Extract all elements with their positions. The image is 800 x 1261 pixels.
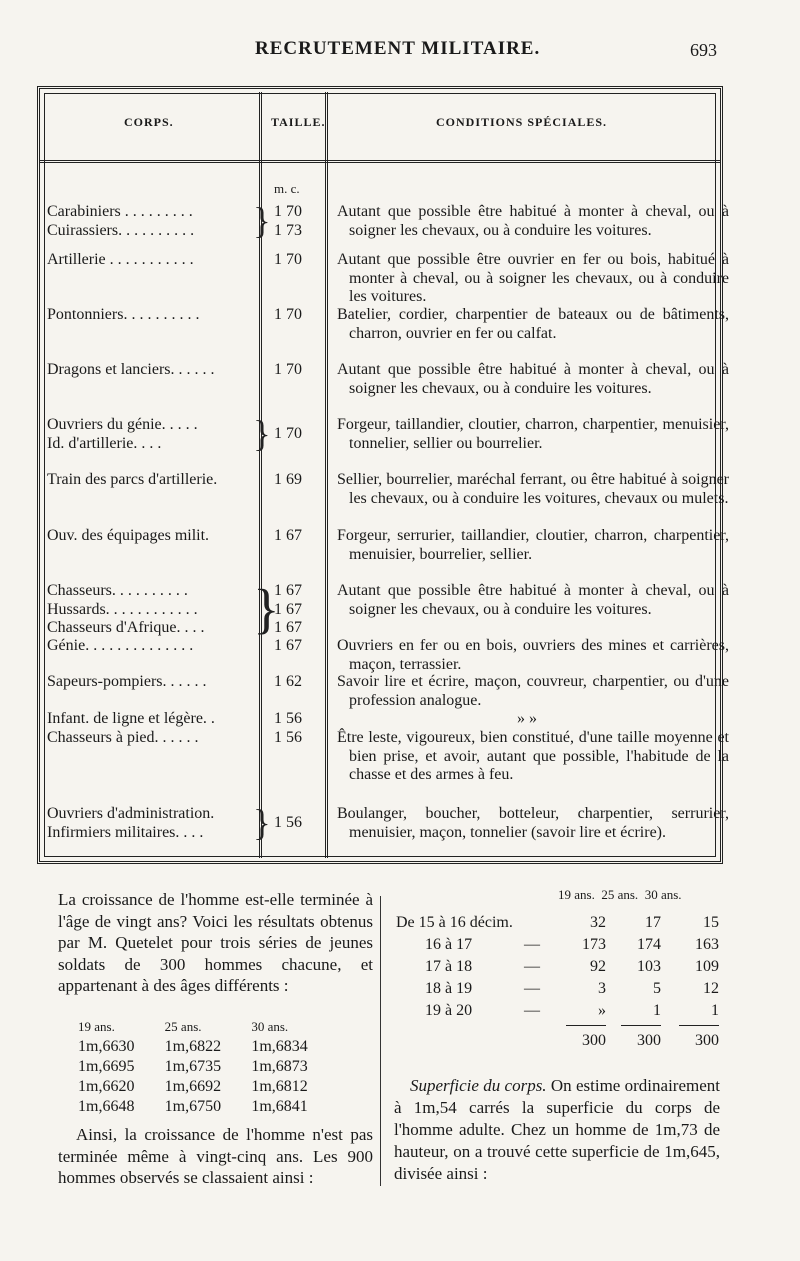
- distribution-dash: —: [524, 980, 540, 997]
- taille-units: m. c.: [274, 181, 300, 196]
- quetelet-row: [78, 1097, 338, 1117]
- table-cell-corps: Ouvriers du génie. . . . .: [47, 416, 198, 433]
- column-header-taille: TAILLE.: [271, 115, 326, 129]
- brace-mark: }: [253, 579, 280, 640]
- distribution-value: 1: [653, 1002, 661, 1019]
- running-title: RECRUTEMENT MILITAIRE.: [255, 38, 541, 59]
- table-cell-corps: Carabiniers . . . . . . . . .: [47, 203, 193, 220]
- distribution-label: 19 à 20: [425, 1002, 473, 1019]
- brace-mark: }: [253, 201, 271, 242]
- table-cell-corps: Chasseurs d'Afrique. . . .: [47, 619, 205, 636]
- table-cell-corps: Chasseurs. . . . . . . . . .: [47, 582, 188, 599]
- distribution-value: 1: [711, 1002, 719, 1019]
- table-header-rule: [40, 160, 720, 163]
- distribution-header: 25 ans.: [601, 887, 639, 902]
- quetelet-cell: 1m,6630: [78, 1038, 135, 1055]
- table-cell-taille: 1 69: [274, 471, 302, 488]
- table-cell-taille: 1 70: [274, 251, 302, 268]
- column-header-conditions: CONDITIONS SPÉCIALES.: [436, 115, 608, 129]
- distribution-value: 92: [590, 958, 606, 975]
- brace-mark: }: [253, 414, 271, 455]
- distribution-total: 300: [637, 1032, 661, 1049]
- distribution-dash: —: [524, 1002, 540, 1019]
- table-cell-taille: 1 73: [274, 221, 302, 239]
- right-column: [394, 1075, 720, 1185]
- table-cell-taille: 1 56: [274, 814, 302, 832]
- table-cell-conditions: Autant que possible être habitué à monter à cheval, ou à soigner les chevaux, ou à conduire les voitures.: [337, 361, 729, 397]
- table-cell-taille: 1 67: [274, 619, 302, 636]
- table-cell-taille: 1 70: [274, 306, 302, 323]
- quetelet-cell: 1m,6620: [78, 1078, 135, 1095]
- table-cell-taille: 1 56: [274, 710, 302, 727]
- table-cell-conditions: Être leste, vigoureux, bien constitué, d'une taille moyenne et bien prise, et avoir, autant que possible, l'habitude de la chasse et des armes à feu.: [337, 729, 729, 783]
- table-cell-taille: 1 67: [274, 600, 302, 618]
- distribution-value: 17: [645, 914, 661, 931]
- table-cell-corps: Infirmiers militaires. . . .: [47, 823, 204, 841]
- quetelet-cell: 1m,6648: [78, 1098, 135, 1115]
- quetelet-cell: 1m,6695: [78, 1058, 135, 1075]
- table-cell-conditions: Autant que possible être ouvrier en fer ou bois, habitué à monter à cheval, ou à soigner les chevaux, ou à conduire les voitures.: [337, 251, 729, 305]
- quetelet-row: [78, 1077, 338, 1097]
- table-cell-taille: 1 67: [274, 527, 302, 544]
- superficie-text: On estime ordinairement à 1m,54 carrés la superficie du corps de l'homme adulte. Chez un homme de 1m,73 de hauteur, on a trouvé cette superficie de 1m,645, divisée ainsi :: [394, 1076, 720, 1183]
- table-cell-corps: Infant. de ligne et légère. .: [47, 710, 215, 727]
- superficie-heading: Superficie du corps.: [410, 1076, 547, 1095]
- brace-mark: }: [253, 803, 271, 844]
- distribution-headers: [558, 887, 682, 903]
- table-cell-corps: Train des parcs d'artillerie.: [47, 471, 218, 488]
- distribution-total: 300: [582, 1032, 606, 1049]
- table-cell-corps: Dragons et lanciers. . . . . .: [47, 361, 215, 378]
- table-cell-conditions: Forgeur, taillandier, cloutier, charron, charpentier, menuisier, tonnelier, sellier ou bourrelier.: [337, 416, 729, 452]
- distribution-value: »: [598, 1002, 606, 1019]
- distribution-dash: —: [524, 936, 540, 953]
- table-cell-corps: Pontonniers. . . . . . . . . .: [47, 306, 200, 323]
- distribution-label: 16 à 17: [425, 936, 473, 953]
- table-cell-conditions: Forgeur, serrurier, taillandier, cloutier, charron, charpentier, menuisier, bourrelier, sellier.: [337, 527, 729, 563]
- table-cell-taille: 1 67: [274, 582, 302, 599]
- paragraph-superficie: [394, 1075, 720, 1185]
- left-column-2: [58, 1124, 373, 1189]
- quetelet-cell: 1m,6834: [251, 1038, 308, 1055]
- quetelet-header: 25 ans.: [164, 1019, 202, 1034]
- distribution-header: 30 ans.: [644, 887, 682, 902]
- distribution-total: 300: [695, 1032, 719, 1049]
- quetelet-cell: 1m,6692: [164, 1078, 222, 1095]
- quetelet-row: [78, 1057, 338, 1077]
- distribution-dash: —: [524, 958, 540, 975]
- quetelet-table: [78, 1019, 338, 1117]
- table-cell-corps: Ouv. des équipages milit.: [47, 527, 210, 544]
- quetelet-cell: 1m,6735: [164, 1058, 222, 1075]
- distribution-label: 18 à 19: [425, 980, 473, 997]
- table-cell-taille: 1 56: [274, 729, 302, 746]
- quetelet-row: [78, 1037, 338, 1057]
- quetelet-header: 30 ans.: [251, 1019, 289, 1034]
- paragraph-ainsi: Ainsi, la croissance de l'homme n'est pas terminée même à vingt-cinq ans. Les 900 hommes observés se classaient ainsi :: [58, 1125, 373, 1187]
- table-cell-corps: Cuirassiers. . . . . . . . . .: [47, 221, 195, 239]
- distribution-value: 5: [653, 980, 661, 997]
- page-number: 693: [690, 40, 717, 60]
- table-cell-taille: 1 67: [274, 637, 302, 654]
- distribution-label: De 15 à 16 décim.: [396, 914, 513, 931]
- table-divider-taille: [325, 92, 328, 858]
- table-cell-corps: Id. d'artillerie. . . .: [47, 434, 162, 452]
- distribution-value: 12: [703, 980, 719, 997]
- table-cell-taille: 1 70: [274, 425, 302, 443]
- table-cell-corps: Chasseurs à pied. . . . . .: [47, 729, 199, 746]
- distribution-header: 19 ans.: [558, 887, 595, 902]
- column-header-corps: CORPS.: [124, 115, 174, 129]
- table-cell-conditions: Savoir lire et écrire, maçon, couvreur, charpentier, ou d'une profession analogue.: [337, 673, 729, 709]
- distribution-total-rule: [621, 1025, 661, 1026]
- distribution-value: 163: [695, 936, 719, 953]
- distribution-total-rule: [566, 1025, 606, 1026]
- table-cell-conditions: Sellier, bourrelier, maréchal ferrant, ou être habitué à soigner les chevaux, ou à conduire les voitures, chevaux ou mulets.: [337, 471, 729, 507]
- page-header: [0, 38, 800, 68]
- column-divider: [380, 896, 381, 1186]
- distribution-value: 32: [590, 914, 606, 931]
- left-column: [58, 889, 373, 997]
- quetelet-cell: 1m,6822: [164, 1038, 222, 1055]
- quetelet-cell: 1m,6750: [164, 1098, 222, 1115]
- distribution-value: 103: [637, 958, 661, 975]
- table-cell-conditions: Autant que possible être habitué à monter à cheval, ou à soigner les chevaux, ou à conduire les voitures.: [337, 203, 729, 239]
- table-cell-conditions: Batelier, cordier, charpentier de bateaux ou de bâtiments, charron, ouvrier en fer ou calfat.: [337, 306, 729, 342]
- table-cell-taille: 1 62: [274, 673, 302, 690]
- table-cell-corps: Sapeurs-pompiers. . . . . .: [47, 673, 207, 690]
- paragraph-croissance: La croissance de l'homme est-elle terminée à l'âge de vingt ans? Voici les résultats obtenus par M. Quetelet pour trois séries de jeunes soldats de 300 hommes chacune, et appartenant à des âges différents :: [58, 890, 373, 995]
- table-cell-corps: Hussards. . . . . . . . . . . .: [47, 600, 198, 618]
- table-cell-taille: 1 70: [274, 361, 302, 378]
- distribution-value: 174: [637, 936, 661, 953]
- table-cell-conditions: Ouvriers en fer ou en bois, ouvriers des mines et carrières, maçon, terrassier.: [337, 637, 729, 673]
- distribution-value: 15: [703, 914, 719, 931]
- table-cell-corps: Génie. . . . . . . . . . . . . .: [47, 637, 194, 654]
- quetelet-header-row: [78, 1019, 338, 1035]
- quetelet-cell: 1m,6812: [251, 1078, 308, 1095]
- distribution-value: 173: [582, 936, 606, 953]
- table-cell-corps: Artillerie . . . . . . . . . . .: [47, 251, 194, 268]
- quetelet-cell: 1m,6873: [251, 1058, 308, 1075]
- distribution-value: 3: [598, 980, 606, 997]
- quetelet-cell: 1m,6841: [251, 1098, 308, 1115]
- table-cell-conditions: Boulanger, boucher, botteleur, charpentier, serrurier, menuisier, maçon, tonnelier (savoir lire et écrire).: [337, 805, 729, 841]
- table-cell-conditions: Autant que possible être habitué à monter à cheval, ou à soigner les chevaux, ou à conduire les voitures.: [337, 582, 729, 618]
- distribution-label: 17 à 18: [425, 958, 473, 975]
- distribution-total-rule: [679, 1025, 719, 1026]
- table-cell-corps: Ouvriers d'administration.: [47, 805, 215, 822]
- table-cell-conditions: » »: [517, 710, 537, 727]
- distribution-value: 109: [695, 958, 719, 975]
- table-cell-taille: 1 70: [274, 203, 302, 220]
- quetelet-header: 19 ans.: [78, 1019, 115, 1034]
